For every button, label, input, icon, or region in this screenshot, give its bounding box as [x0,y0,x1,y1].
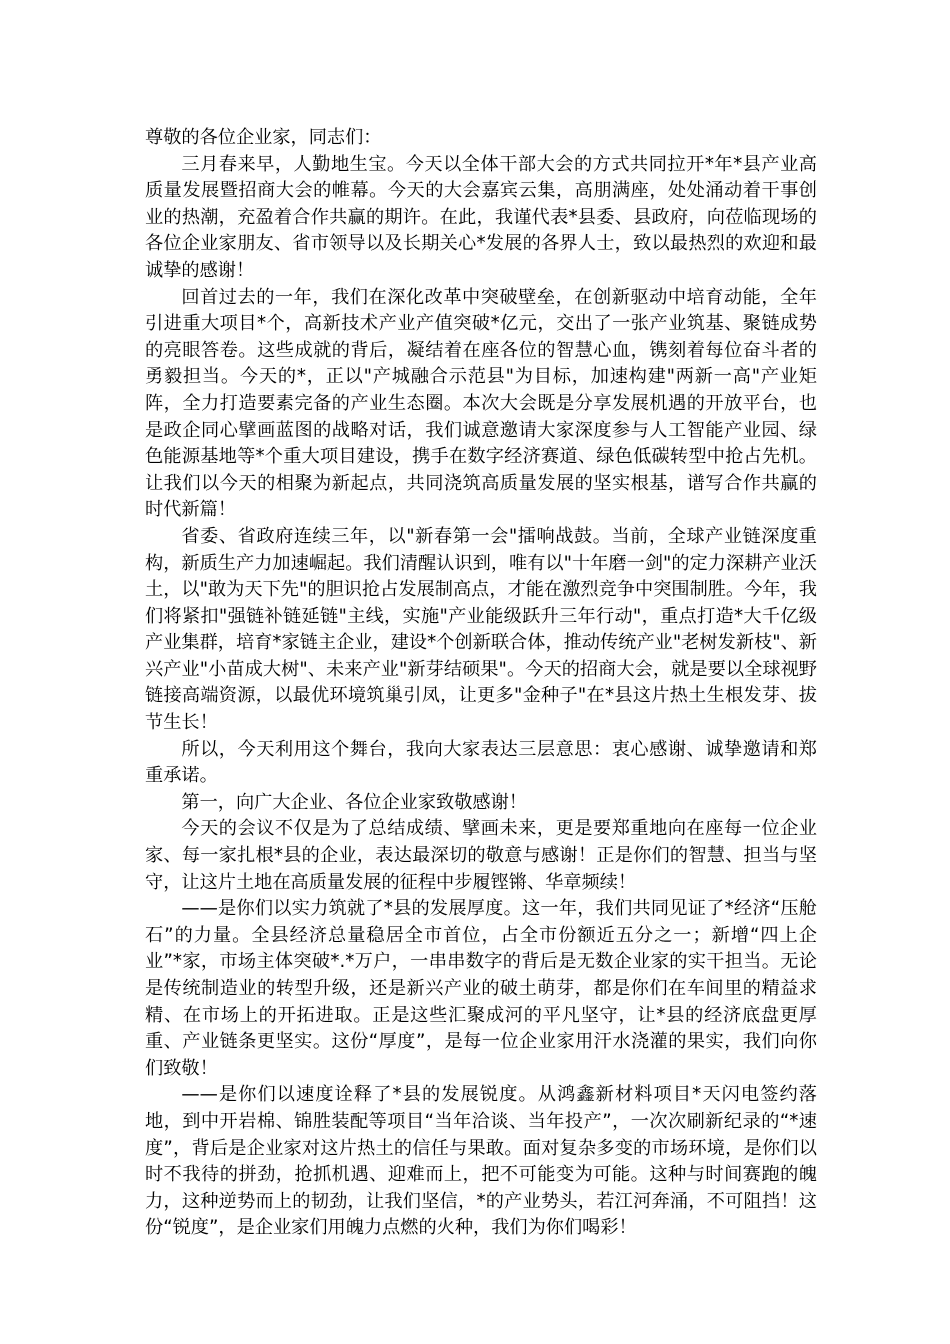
paragraph-gratitude: 今天的会议不仅是为了总结成绩、擘画未来，更是要郑重地向在座每一位企业家、每一家扎根*县的企业，表达最深切的敬意与感谢！正是你们的智慧、担当与坚守，让这片土地在高质量发展的征程中步履铿锵、华章频续！ [145,818,817,893]
paragraph-welcome: 三月春来早，人勤地生宝。今天以全体干部大会的方式共同拉开*年*县产业高质量发展暨招商大会的帷幕。今天的大会嘉宾云集，高朋满座，处处涌动着干事创业的热潮，充盈着合作共赢的期许。在此，我谨代表*县委、县政府，向莅临现场的各位企业家朋友、省市领导以及长期关心*发展的各界人士，致以最热烈的欢迎和最诚挚的感谢！ [145,153,817,281]
paragraph-first-heading: 第一，向广大企业、各位企业家致敬感谢！ [181,791,527,813]
salutation: 尊敬的各位企业家，同志们： [145,127,382,148]
speech-text [145,125,817,1242]
paragraph-thickness: ——是你们以实力筑就了*县的发展厚度。这一年，我们共同见证了*经济“压舱石”的力量。全县经济总量稳居全市首位，占全市份额近五分之一；新增“四上企业”*家，市场主体突破*.*万户，一串串数字的背后是无数企业家的实干担当。无论是传统制造业的转型升级，还是新兴产业的破土萌芽，都是你们在车间里的精益求精、在市场上的开拓进取。正是这些汇聚成河的平凡坚守，让*县的经济底盘更厚重、产业链条更坚实。这份“厚度”，是每一位企业家用汗水浇灌的果实，我们向你们致敬！ [145,898,817,1079]
paragraph-review: 回首过去的一年，我们在深化改革中突破壁垒，在创新驱动中培育动能，全年引进重大项目*个，高新技术产业产值突破*亿元，交出了一张产业筑基、聚链成势的亮眼答卷。这些成就的背后，凝结着在座各位的智慧心血，镌刻着每位奋斗者的勇毅担当。今天的*，正以"产城融合示范县"为目标，加速构建"两新一高"产业矩阵，全力打造要素完备的产业生态圈。本次大会既是分享发展机遇的开放平台，也是政企同心擘画蓝图的战略对话，我们诚意邀请大家深度参与人工智能产业园、绿色能源基地等*个重大项目建设，携手在数字经济赛道、绿色低碳转型中抢占先机。让我们以今天的相聚为新起点，共同浇筑高质量发展的坚实根基，谱写合作共赢的时代新篇！ [145,286,817,521]
paragraph-provincial: 省委、省政府连续三年，以"新春第一会"擂响战鼓。当前，全球产业链深度重构，新质生产力加速崛起。我们清醒认识到，唯有以"十年磨一剑"的定力深耕产业沃土，以"敢为天下先"的胆识抢占发展制高点，才能在激烈竞争中突围制胜。今年，我们将紧扣"强链补链延链"主线，实施"产业能级跃升三年行动"，重点打造*大千亿级产业集群，培育*家链主企业，建设*个创新联合体，推动传统产业"老树发新枝"、新兴产业"小苗成大树"、未来产业"新芽结硕果"。今天的招商大会，就是要以全球视野链接高端资源，以最优环境筑巢引凤，让更多"金种子"在*县这片热土生根发芽、拔节生长！ [145,525,817,734]
paragraph-sharpness: ——是你们以速度诠释了*县的发展锐度。从鸿鑫新材料项目*天闪电签约落地，到中开岩棉、锦胜装配等项目“当年洽谈、当年投产”，一次次刷新纪录的“*速度”，背后是企业家对这片热土的信任与果敢。面对复杂多变的市场环境，是你们以时不我待的拼劲，抢抓机遇、迎难而上，把不可能变为可能。这种与时间赛跑的魄力，这种逆势而上的韧劲，让我们坚信，*的产业势头，若江河奔涌，不可阻挡！这份“锐度”，是企业家们用魄力点燃的火种，我们为你们喝彩！ [145,1084,817,1239]
paragraph-three-points: 所以，今天利用这个舞台，我向大家表达三层意思：衷心感谢、诚挚邀请和郑重承诺。 [145,738,817,787]
